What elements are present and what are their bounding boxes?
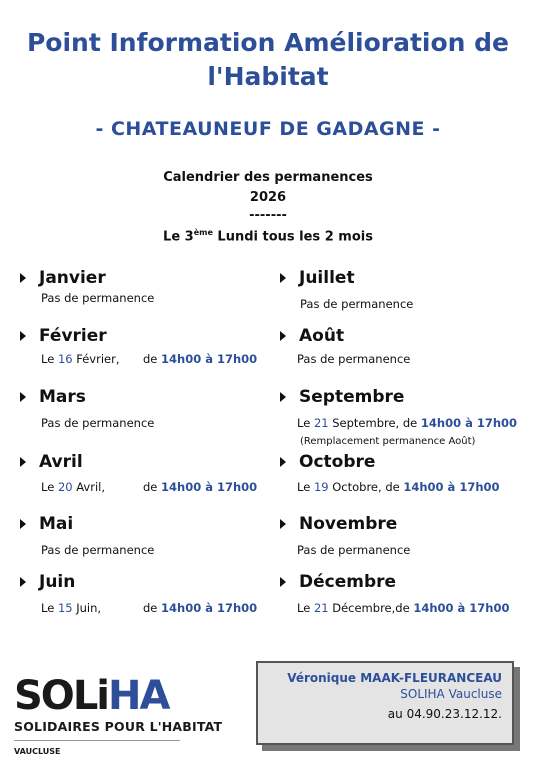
month-name: Avril (39, 452, 83, 472)
detail-day: 16 (57, 352, 73, 366)
detail-pre: Le (41, 601, 58, 615)
arrow-icon (280, 392, 286, 402)
month-name: Juin (39, 572, 76, 592)
title-line-2: l'Habitat (207, 62, 329, 91)
detail-pre: Le (297, 480, 314, 494)
detail-post: Février, (72, 352, 120, 366)
detail-juin (41, 601, 101, 615)
detail-post: Juin, (72, 601, 102, 615)
month-avril (20, 452, 83, 472)
logo-wordmark (14, 673, 222, 719)
month-name: Février (39, 326, 107, 346)
calendar-year: 2026 (249, 190, 287, 205)
month-name: Octobre (299, 452, 376, 472)
month-octobre (280, 452, 375, 472)
month-juin (20, 572, 75, 592)
detail-day: 20 (57, 480, 73, 494)
month-name: Mai (39, 514, 74, 534)
detail-day: 15 (57, 601, 73, 615)
arrow-icon (20, 273, 26, 283)
month-name: Novembre (299, 514, 398, 534)
month-septembre (280, 387, 404, 407)
contact-name: Véronique MAAK-FLEURANCEAU (287, 671, 502, 685)
arrow-icon (20, 577, 26, 587)
arrow-icon (280, 273, 286, 283)
title-line-1: Point Information Amélioration de (26, 28, 510, 57)
month-novembre (280, 514, 397, 534)
rule-after: Lundi tous les 2 mois (212, 229, 373, 245)
detail-septembre (297, 416, 517, 430)
hours-pre: de (385, 480, 404, 494)
detail-fevrier (41, 352, 119, 366)
arrow-icon (280, 519, 286, 529)
hours-pre: de (143, 601, 162, 615)
month-mai (20, 514, 73, 534)
arrow-icon (280, 331, 286, 341)
hours-pre: de (143, 480, 162, 494)
logo-tagline: SOLIDAIRES POUR L'HABITAT (14, 719, 223, 734)
hours-value: 14h00 à 17h00 (420, 416, 518, 430)
detail-post: Décembre, (328, 601, 396, 615)
detail-day: 19 (313, 480, 329, 494)
arrow-icon (20, 519, 26, 529)
month-fevrier (20, 326, 107, 346)
detail-aout: Pas de permanence (297, 352, 411, 366)
month-mars (20, 387, 86, 407)
detail-novembre: Pas de permanence (297, 543, 411, 557)
contact-box (256, 661, 514, 745)
logo-brand-b: HA (108, 673, 169, 719)
logo-divider (14, 740, 180, 741)
hours-juin (143, 601, 257, 615)
hours-value: 14h00 à 17h00 (403, 480, 500, 494)
month-aout (280, 326, 344, 346)
hours-value: 14h00 à 17h00 (161, 601, 258, 615)
detail-pre: Le (41, 480, 58, 494)
detail-avril (41, 480, 105, 494)
detail-post: Octobre, (328, 480, 386, 494)
detail-post: Avril, (72, 480, 106, 494)
hours-value: 14h00 à 17h00 (413, 601, 510, 615)
hours-pre: de (143, 352, 162, 366)
month-name: Juillet (299, 268, 355, 288)
calendar-rule (0, 228, 536, 244)
rule-sup: ème (193, 228, 213, 237)
calendar-heading: Calendrier des permanences (163, 170, 373, 185)
month-name: Décembre (299, 572, 397, 592)
replacement-note: (Remplacement permanence Août) (300, 436, 476, 447)
month-janvier (20, 268, 106, 288)
hours-avril (143, 480, 257, 494)
hours-pre: de (402, 416, 421, 430)
detail-decembre (297, 601, 509, 615)
arrow-icon (20, 392, 26, 402)
detail-pre: Le (297, 601, 314, 615)
month-name: Janvier (39, 268, 106, 288)
month-juillet (280, 268, 355, 288)
contact-phone: au 04.90.23.12.12. (387, 707, 502, 721)
detail-juillet: Pas de permanence (300, 297, 414, 311)
hours-pre: de (395, 601, 414, 615)
arrow-icon (280, 577, 286, 587)
calendar-separator: ------- (249, 208, 287, 223)
detail-janvier: Pas de permanence (41, 291, 155, 305)
contact-org: SOLIHA Vaucluse (400, 687, 502, 701)
month-name: Septembre (299, 387, 405, 407)
detail-post: Septembre, (328, 416, 403, 430)
detail-octobre (297, 480, 500, 494)
hours-value: 14h00 à 17h00 (161, 480, 258, 494)
logo-region: VAUCLUSE (14, 747, 61, 756)
month-name: Août (299, 326, 345, 346)
month-name: Mars (39, 387, 86, 407)
logo-brand-a: SOLi (14, 673, 109, 719)
commune-subtitle: - CHATEAUNEUF DE GADAGNE - (95, 118, 441, 140)
soliha-logo (14, 673, 223, 756)
rule-before: Le 3 (163, 229, 194, 245)
arrow-icon (280, 457, 286, 467)
detail-day: 21 (313, 601, 329, 615)
hours-fevrier (143, 352, 257, 366)
arrow-icon (20, 457, 26, 467)
month-decembre (280, 572, 396, 592)
arrow-icon (20, 331, 26, 341)
hours-value: 14h00 à 17h00 (161, 352, 258, 366)
detail-pre: Le (297, 416, 314, 430)
page-title (0, 26, 536, 94)
detail-day: 21 (313, 416, 329, 430)
detail-mai: Pas de permanence (41, 543, 155, 557)
detail-mars: Pas de permanence (41, 416, 155, 430)
detail-pre: Le (41, 352, 58, 366)
